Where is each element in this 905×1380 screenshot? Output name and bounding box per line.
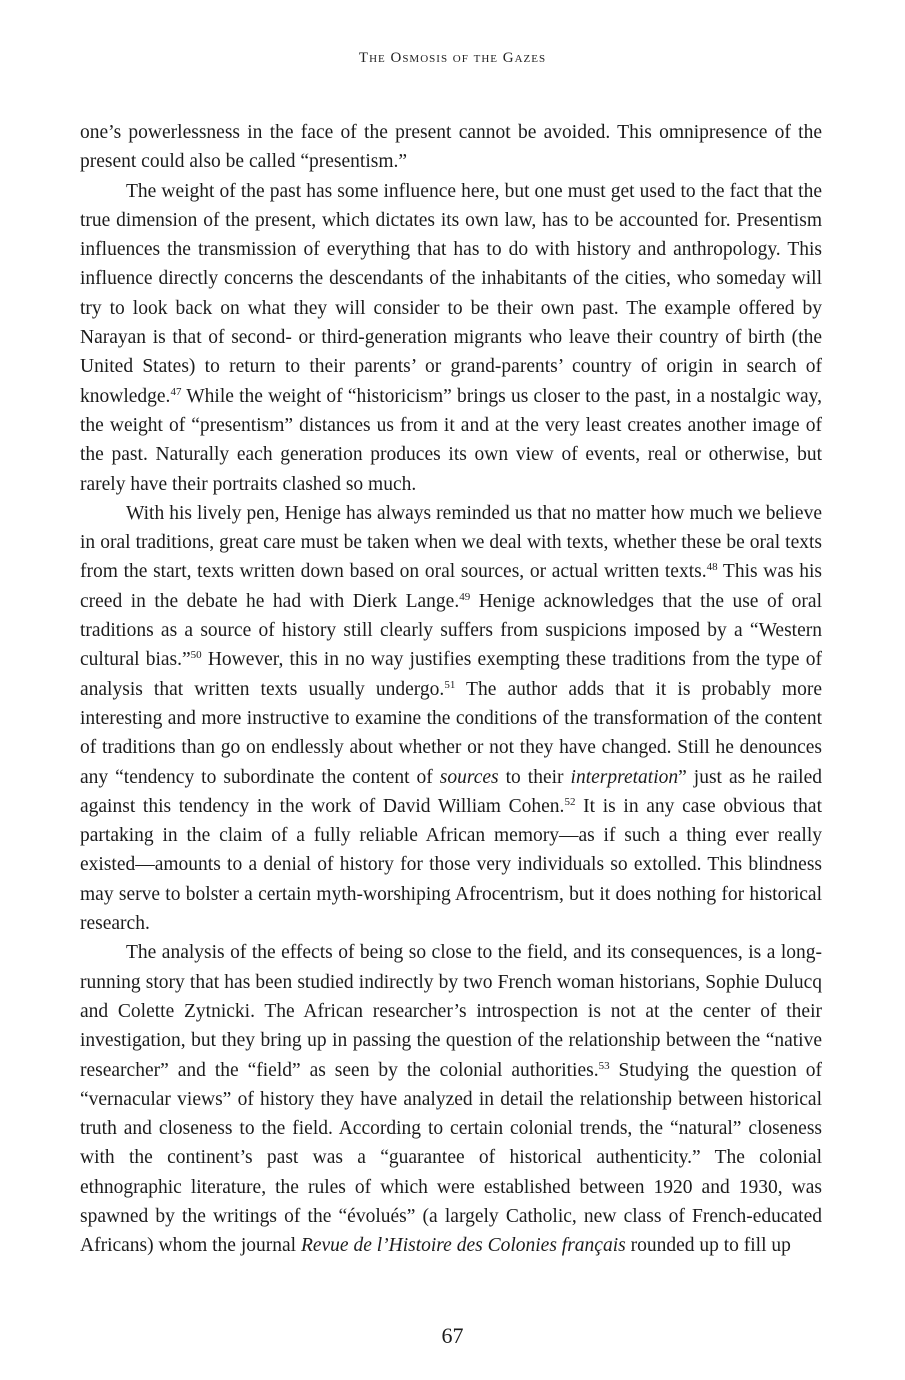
- text-run: to their: [498, 766, 571, 788]
- paragraph-1: [80, 118, 822, 177]
- footnote-ref: 53: [598, 1059, 610, 1072]
- text-run: However, this in no way justifies exempting these traditions from the type of analysis that written texts usually undergo.: [80, 649, 822, 700]
- text-run: It is in any case obvious that partaking in the claim of a fully reliable African memory—as if such a thing ever really existed—amounts to a denial of history for those very individuals so extolled. This blindness may serve to bolster a certain myth-worshiping Afrocentrism, but it does nothing for historical research.: [80, 795, 822, 935]
- footnote-ref: 49: [459, 590, 471, 603]
- footnote-ref: 48: [706, 561, 718, 574]
- text-run: This was his creed in the debate he had with Dierk Lange.: [80, 561, 823, 612]
- text-run: While the weight of “historicism” brings us closer to the past, in a nostalgic way, the weight of “presentism” distances us from it and at the very least creates another image of the past. Naturally each generation produces its own view of events, real or otherwise, but rarely have their portraits clashed so much.: [80, 385, 822, 495]
- text-run: Studying the question of “vernacular views” of history they have analyzed in detail the relationship between historical truth and closeness to the field. According to certain colonial trends, the “natural” closeness with the continent’s past was a “guarantee of historical authenticity.” The colonial ethnographic literature, the rules of which were established between 1920 and 1930, was spawned by the writings of the “évolués” (a largely Catholic, new class of French-educated Africans) whom the journal: [80, 1059, 822, 1257]
- footnote-ref: 50: [190, 649, 202, 662]
- text-run: The author adds that it is probably more interesting and more instructive to examine the conditions of the transformation of the content of traditions than go on endlessly about whether or not they have changed. Still he denounces any “tendency to subordinate the content of: [80, 678, 822, 788]
- text-run: With his lively pen, Henige has always reminded us that no matter how much we believe in oral traditions, great care must be taken when we deal with texts, whether these be oral texts from the start, texts written down based on oral sources, or actual written texts.: [80, 502, 822, 583]
- running-head: The Osmosis of the Gazes: [358, 50, 547, 66]
- italic-text: Revue de l’Histoire des Colonies français: [300, 1235, 626, 1257]
- body-text: [80, 118, 822, 1261]
- paragraph-4: [80, 938, 822, 1260]
- text-run: The analysis of the effects of being so close to the field, and its consequences, is a long-running story that has been studied indirectly by two French woman historians, Sophie Dulucq and Colette Zytnicki. The African researcher’s introspection is not at the center of their investigation, but they bring up in passing the question of the relationship between the “native researcher” and the “field” as seen by the colonial authorities.: [80, 942, 822, 1081]
- text-run: rounded up to fill up: [625, 1235, 791, 1257]
- italic-text: interpretation: [570, 766, 679, 788]
- paragraph-3: [80, 499, 822, 938]
- footnote-ref: 47: [170, 385, 182, 398]
- text-run: one’s powerlessness in the face of the present cannot be avoided. This omnipresence of the present could also be called “presentism.”: [80, 122, 822, 173]
- text-run: Henige acknowledges that the use of oral traditions as a source of history still clearly suffers from suspicions imposed by a “Western cultural bias.”: [80, 590, 822, 671]
- text-run: The weight of the past has some influence here, but one must get used to the fact that the true dimension of the present, which dictates its own law, has to be accounted for. Presentism influences the transmission of everything that has to do with history and anthropology. This influence directly concerns the descendants of the inhabitants of the cities, who someday will try to look back on what they will consider to be their own past. The example offered by Narayan is that of second- or third-generation migrants who leave their country of birth (the United States) to return to their parents’ or grand-parents’ country of origin in search of knowledge.: [80, 180, 822, 407]
- paragraph-2: [80, 177, 822, 499]
- footnote-ref: 51: [444, 678, 456, 691]
- italic-text: sources: [439, 766, 499, 788]
- footnote-ref: 52: [564, 795, 576, 808]
- page-number: 67: [441, 1323, 464, 1348]
- text-run: ” just as he railed against this tendency in the work of David William Cohen.: [80, 766, 822, 817]
